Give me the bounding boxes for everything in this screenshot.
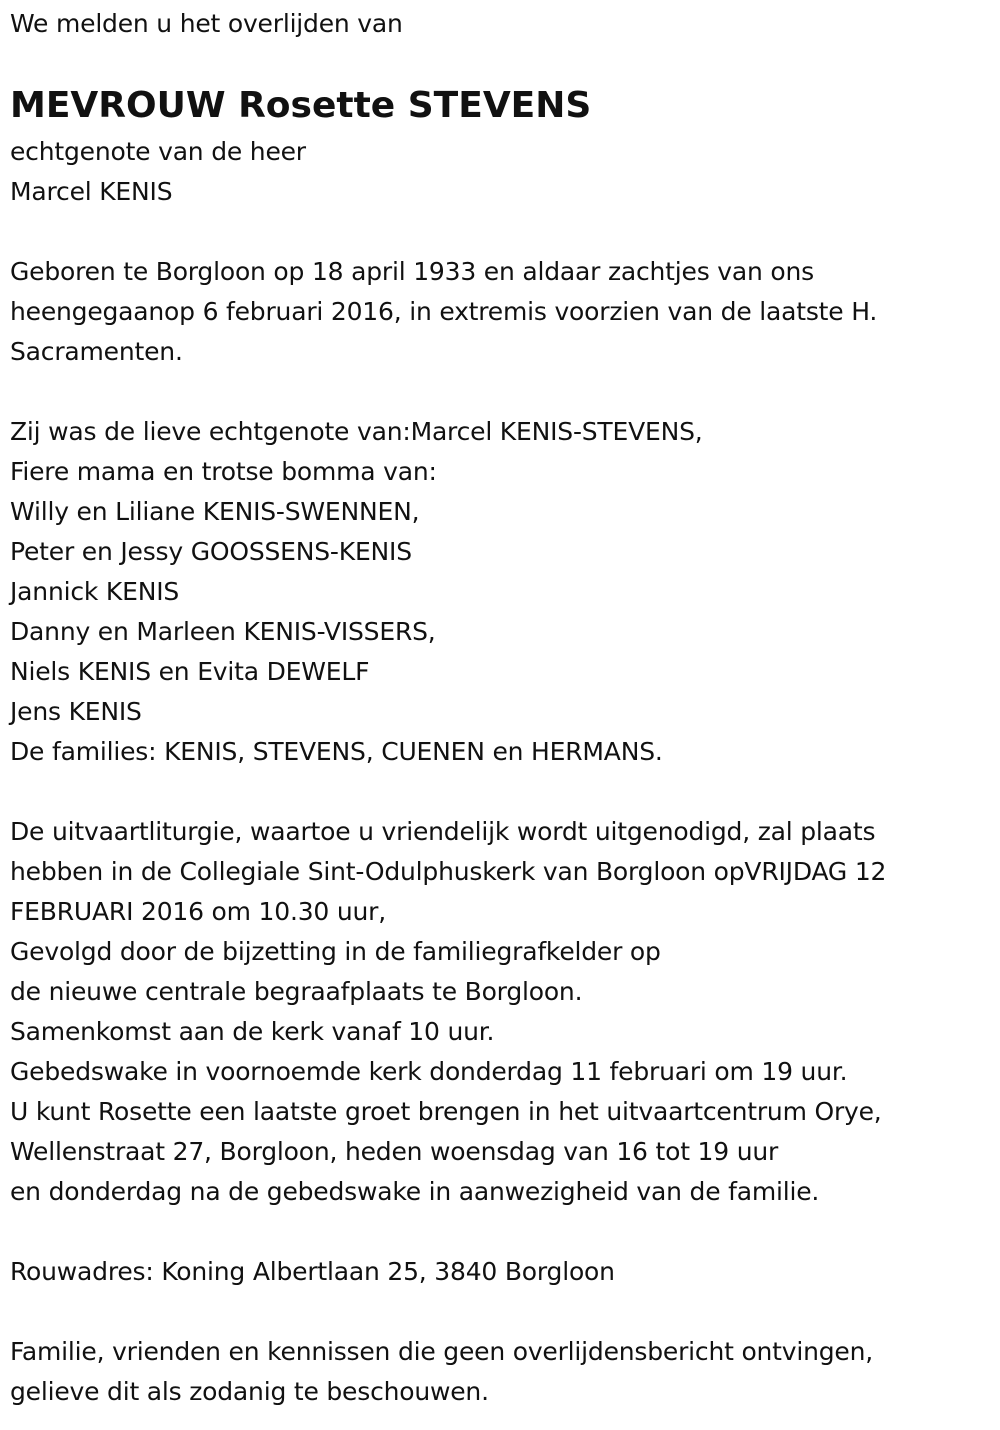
family-line: Jannick KENIS [10,577,180,606]
family-line: Danny en Marleen KENIS-VISSERS, [10,617,436,646]
funeral-line: Samenkomst aan de kerk vanaf 10 uur. [10,1017,495,1046]
funeral-block [10,812,990,1212]
birth-block [10,252,990,372]
funeral-line: hebben in de Collegiale Sint-Odulphuskerk van Borgloon opVRIJDAG 12 [10,857,887,886]
family-line: De families: KENIS, STEVENS, CUENEN en HERMANS. [10,737,663,766]
family-line: Niels KENIS en Evita DEWELF [10,657,370,686]
family-line: Jens KENIS [10,697,142,726]
family-line: Fiere mama en trotse bomma van: [10,457,437,486]
birth-line: heengegaanop 6 februari 2016, in extremis voorzien van de laatste H. [10,297,878,326]
funeral-line: Wellenstraat 27, Borgloon, heden woensdag van 16 tot 19 uur [10,1137,779,1166]
family-line: Willy en Liliane KENIS-SWENNEN, [10,497,420,526]
birth-line: Geboren te Borgloon op 18 april 1933 en aldaar zachtjes van ons [10,257,814,286]
funeral-line: FEBRUARI 2016 om 10.30 uur, [10,897,386,926]
family-line: Peter en Jessy GOOSSENS-KENIS [10,537,412,566]
address-block [10,1252,990,1292]
family-line: Zij was de lieve echtgenote van:Marcel KENIS-STEVENS, [10,417,703,446]
deceased-name: MEVROUW Rosette STEVENS [10,85,592,126]
funeral-line: De uitvaartliturgie, waartoe u vriendelijk wordt uitgenodigd, zal plaats [10,817,876,846]
birth-line: Sacramenten. [10,337,183,366]
family-block [10,412,990,772]
closing-line: Familie, vrienden en kennissen die geen overlijdensbericht ontvingen, [10,1337,874,1366]
intro-text: We melden u het overlijden van [10,9,403,38]
funeral-line: U kunt Rosette een laatste groet brengen in het uitvaartcentrum Orye, [10,1097,882,1126]
funeral-line: en donderdag na de gebedswake in aanwezigheid van de familie. [10,1177,820,1206]
closing-line: gelieve dit als zodanig te beschouwen. [10,1377,489,1406]
funeral-line: Gebedswake in voornoemde kerk donderdag 11 februari om 19 uur. [10,1057,848,1086]
obituary-notice [10,4,990,1412]
spouse-line: echtgenote van de heer [10,137,306,166]
spouse-line: Marcel KENIS [10,177,173,206]
mourning-address: Rouwadres: Koning Albertlaan 25, 3840 Borgloon [10,1257,615,1286]
funeral-line: de nieuwe centrale begraafplaats te Borgloon. [10,977,583,1006]
closing-block [10,1332,990,1412]
spouse-block [10,132,990,212]
funeral-line: Gevolgd door de bijzetting in de familiegrafkelder op [10,937,661,966]
